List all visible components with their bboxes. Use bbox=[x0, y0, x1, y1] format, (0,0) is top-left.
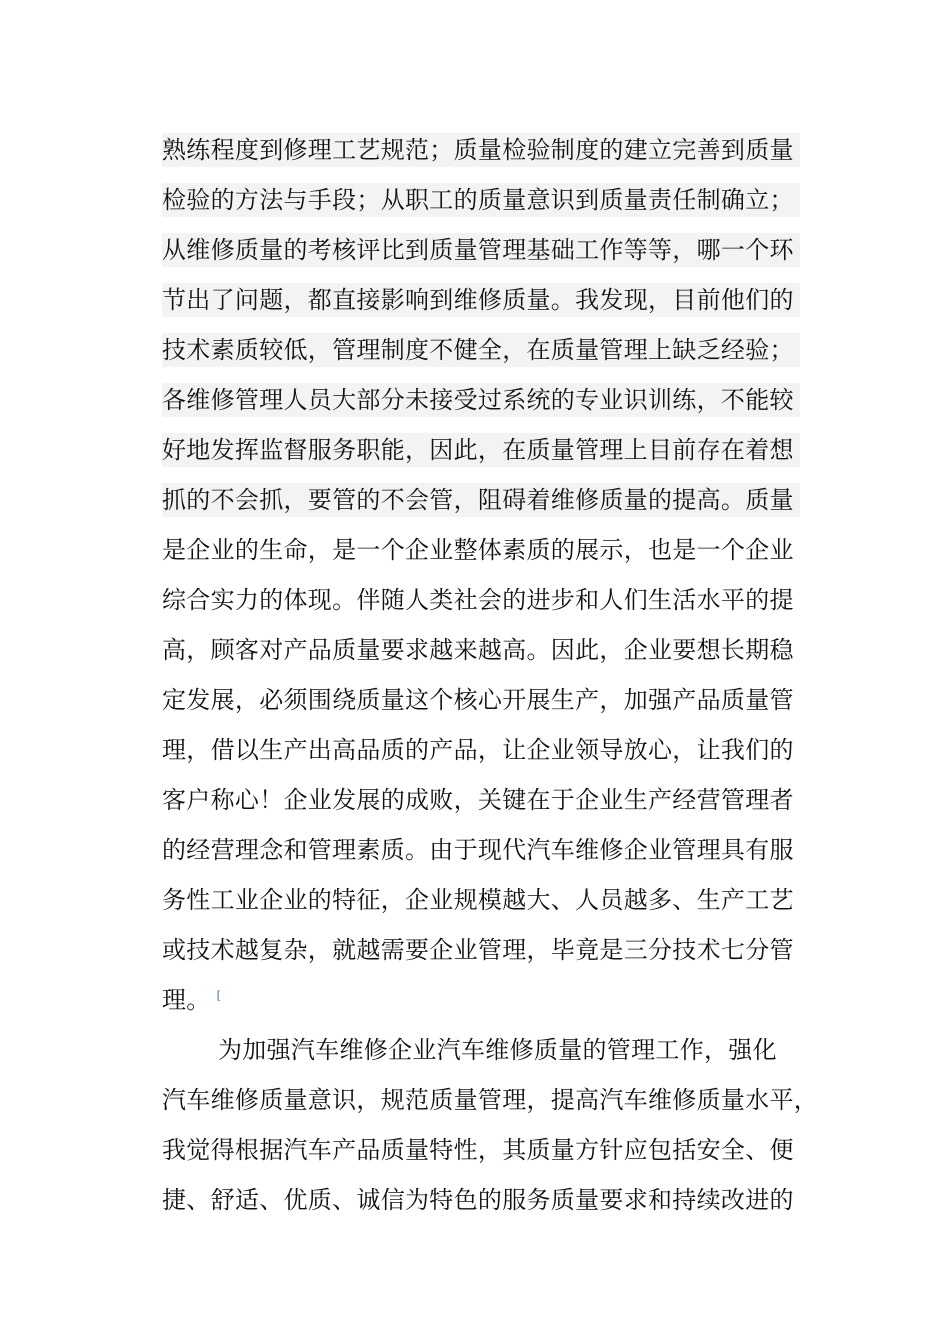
reference-mark[interactable]: [ bbox=[216, 989, 222, 1002]
paragraph-1-line-15: 的经营理念和管理素质。由于现代汽车维修企业管理具有服 bbox=[162, 836, 794, 864]
paragraph-1-line-11: 高，顾客对产品质量要求越来越高。因此，企业要想长期稳 bbox=[162, 636, 794, 664]
paragraph-1-line-5: 技术素质较低，管理制度不健全，在质量管理上缺乏经验； bbox=[162, 333, 800, 367]
paragraph-1-line-12: 定发展，必须围绕质量这个核心开展生产，加强产品质量管 bbox=[162, 686, 794, 714]
paragraph-1-line-3: 从维修质量的考核评比到质量管理基础工作等等，哪一个环 bbox=[162, 233, 800, 267]
paragraph-1-line-13: 理，借以生产出高品质的产品，让企业领导放心，让我们的 bbox=[162, 736, 794, 764]
paragraph-1-line-7: 好地发挥监督服务职能，因此，在质量管理上目前存在着想 bbox=[162, 433, 800, 467]
paragraph-1-line-6: 各维修管理人员大部分未接受过系统的专业识训练，不能较 bbox=[162, 383, 800, 417]
paragraph-1-last-line-text: 理。 bbox=[162, 986, 211, 1014]
paragraph-1-line-16: 务性工业企业的特征，企业规模越大、人员越多、生产工艺 bbox=[162, 886, 794, 914]
paragraph-1-line-1: 熟练程度到修理工艺规范；质量检验制度的建立完善到质量 bbox=[162, 133, 800, 167]
paragraph-2-line-3: 我觉得根据汽车产品质量特性，其质量方针应包括安全、便 bbox=[162, 1136, 794, 1164]
paragraph-1-line-8: 抓的不会抓，要管的不会管，阻碍着维修质量的提高。质量 bbox=[162, 483, 800, 517]
paragraph-1-line-18 bbox=[162, 983, 221, 1017]
paragraph-1-line-10: 综合实力的体现。伴随人类社会的进步和人们生活水平的提 bbox=[162, 586, 794, 614]
paragraph-1-line-2: 检验的方法与手段；从职工的质量意识到质量责任制确立； bbox=[162, 183, 800, 217]
paragraph-1-line-14: 客户称心！企业发展的成败，关键在于企业生产经营管理者 bbox=[162, 786, 794, 814]
paragraph-2-line-1: 为加强汽车维修企业汽车维修质量的管理工作，强化 bbox=[218, 1036, 777, 1064]
paragraph-1-line-9: 是企业的生命，是一个企业整体素质的展示，也是一个企业 bbox=[162, 536, 794, 564]
paragraph-2-line-2: 汽车维修质量意识，规范质量管理，提高汽车维修质量水平， bbox=[162, 1086, 819, 1114]
paragraph-1-line-4: 节出了问题，都直接影响到维修质量。我发现，目前他们的 bbox=[162, 283, 800, 317]
paragraph-1-line-17: 或技术越复杂，就越需要企业管理，毕竟是三分技术七分管 bbox=[162, 936, 794, 964]
paragraph-2-line-4: 捷、舒适、优质、诚信为特色的服务质量要求和持续改进的 bbox=[162, 1186, 794, 1214]
